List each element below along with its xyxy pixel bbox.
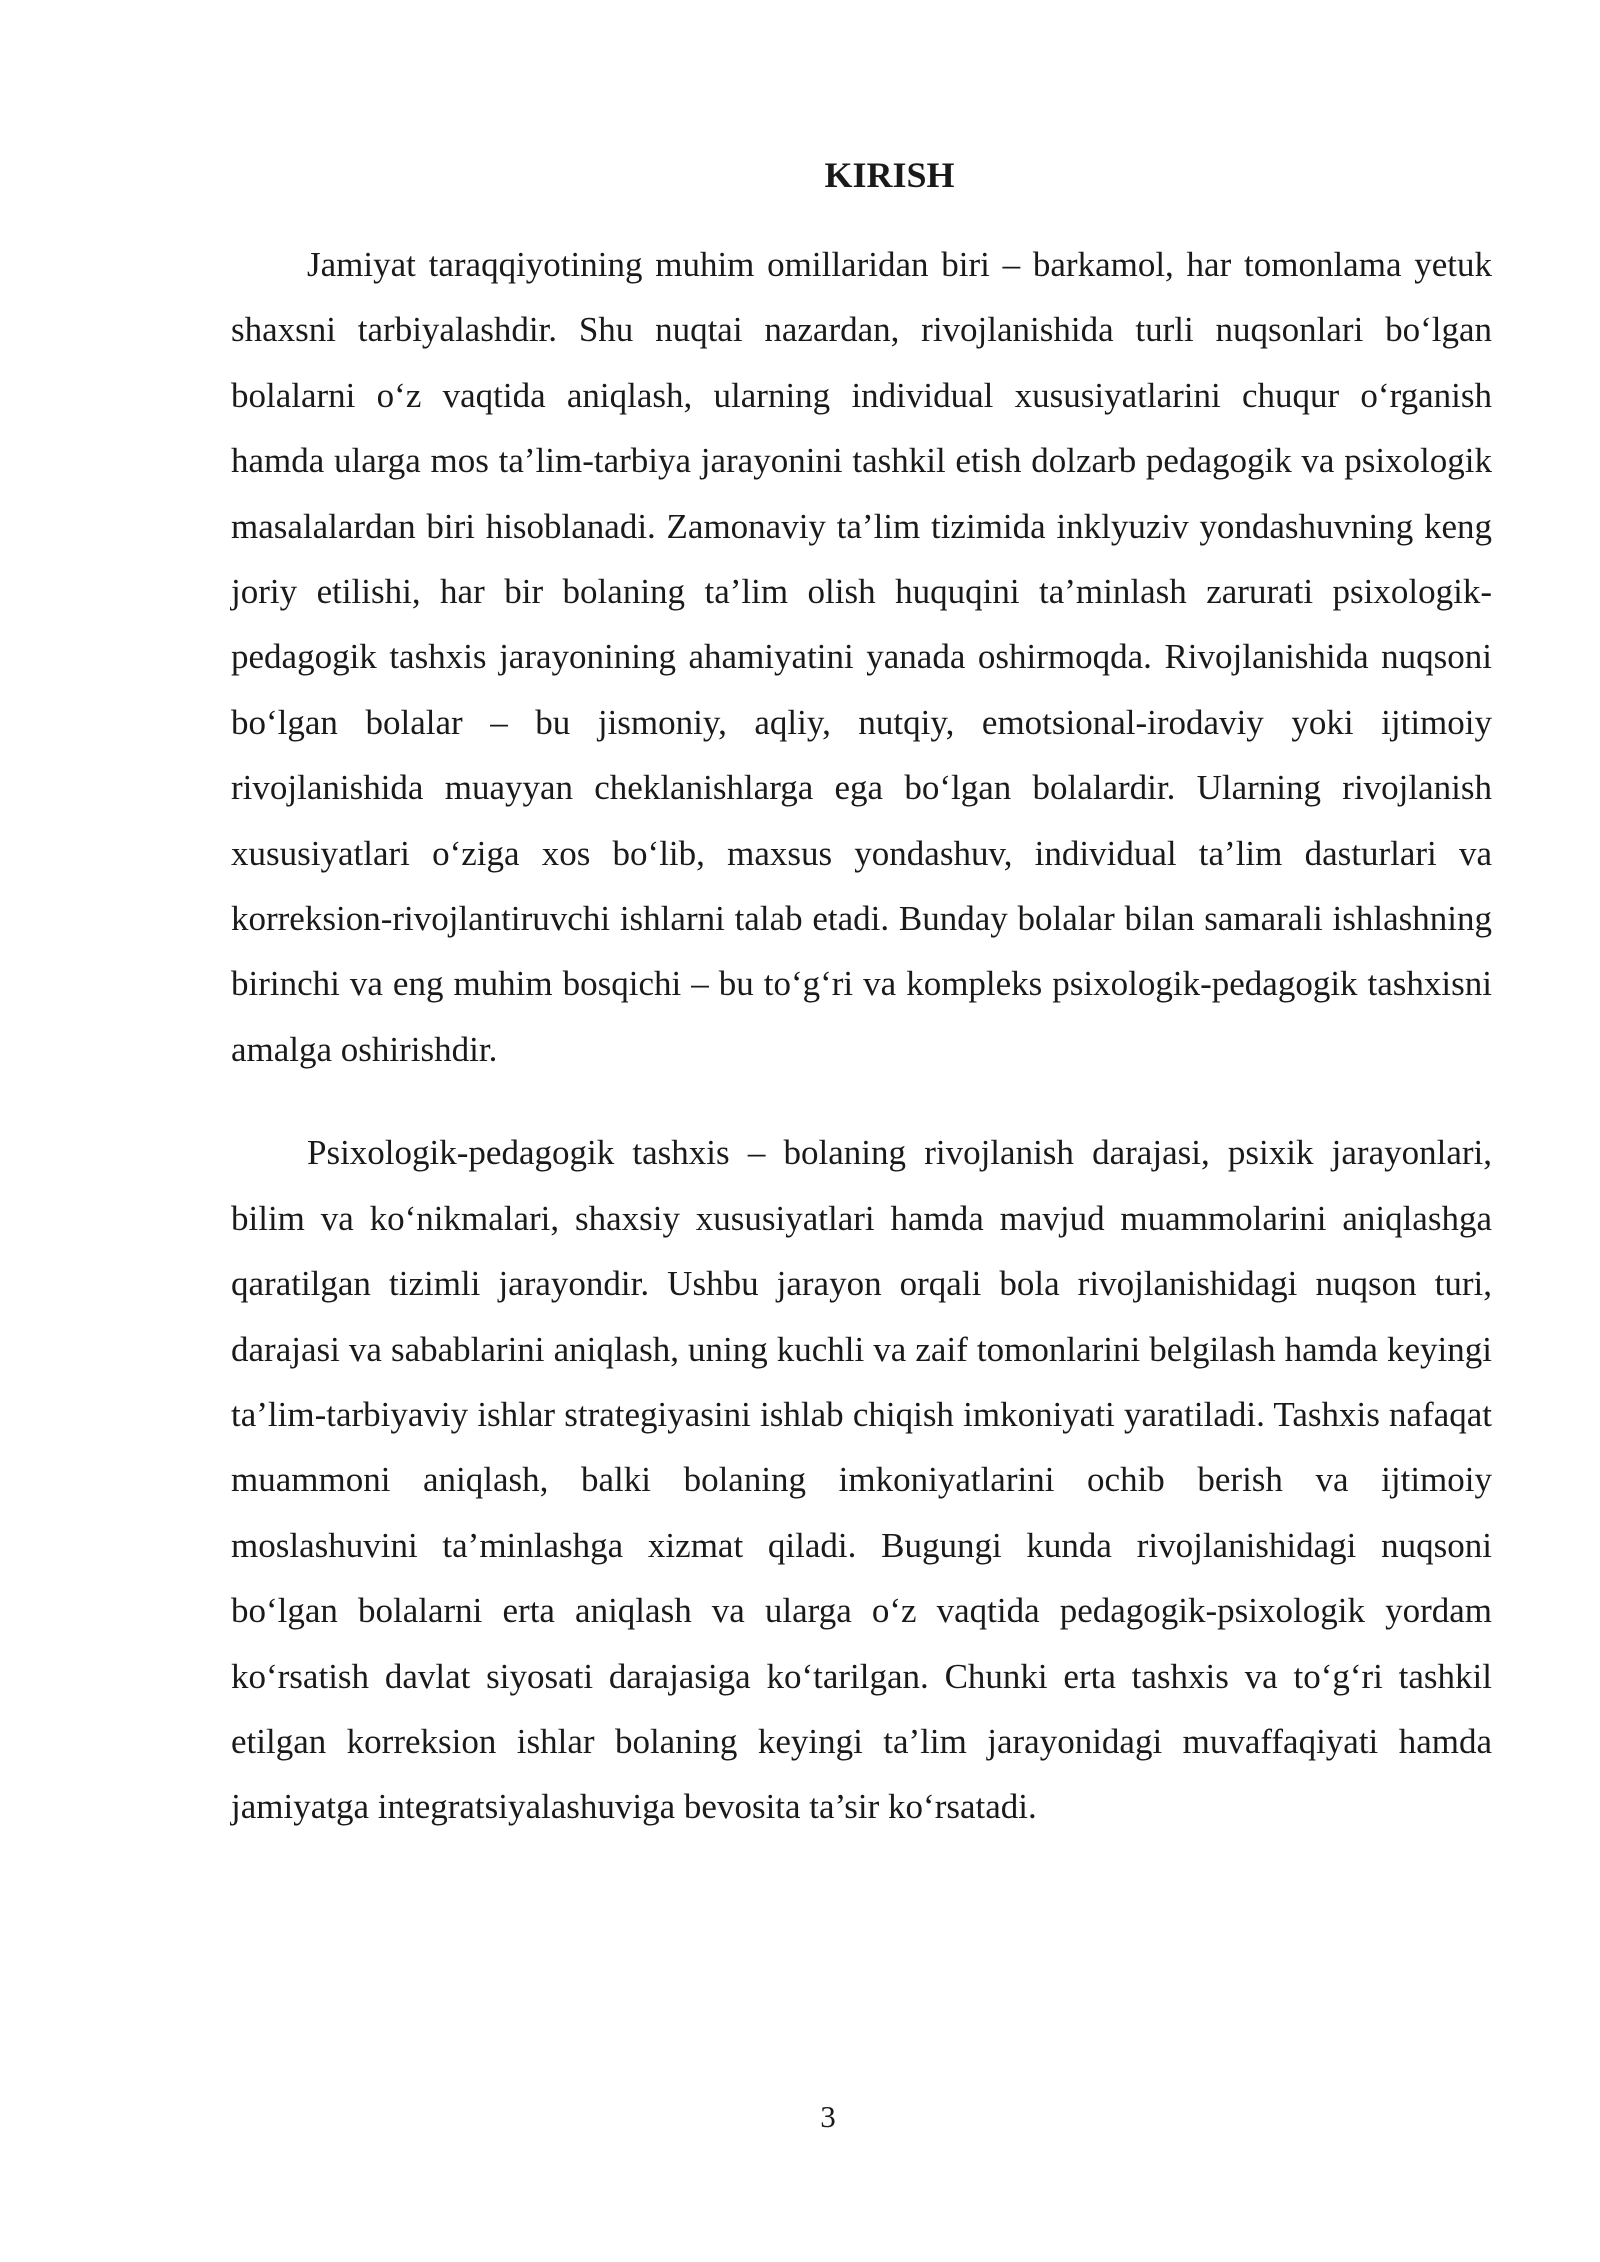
paragraph-2: Psixologik-pedagogik tashxis – bolaning rivojlanish darajasi, psixik jarayonlari, bilim va ko‘nikmalari, shaxsiy xususiyatlari hamda mavjud muammolarini aniqlashga qaratilgan tizimli jarayondir. Ushbu jarayon orqali bola rivojlanishidagi nuqson turi, darajasi va sabablarini aniqlash, uning kuchli va zaif tomonlarini belgilash hamda keyingi ta’lim-tarbiyaviy ishlar strategiyasini ishlab chiqish imkoniyati yaratiladi. Tashxis nafaqat muammoni aniqlash, balki bolaning imkoniyatlarini ochib berish va ijtimoiy moslashuvini ta’minlashga xizmat qiladi. Bugungi kunda rivojlanishidagi nuqsoni bo‘lgan bolalarni erta aniqlash va ularga o‘z vaqtida pedagogik-psixologik yordam ko‘rsatish davlat siyosati darajasiga ko‘tarilgan. Chunki erta tashxis va to‘g‘ri tashkil etilgan korreksion ishlar bolaning keyingi ta’lim jarayonidagi muvaffaqiyati hamda jamiyatga integratsiyalashuviga bevosita ta’sir ko‘rsatadi.	[231, 1133, 1492, 1827]
page-content	[231, 150, 1492, 1840]
page-number: 3	[820, 2099, 836, 2134]
page-title: KIRISH	[824, 155, 955, 195]
paragraph-1: Jamiyat taraqqiyotining muhim omillaridan biri – barkamol, har tomonlama yetuk shaxsni tarbiyalashdir. Shu nuqtai nazardan, rivojlanishida turli nuqsonlari bo‘lgan bolalarni o‘z vaqtida aniqlash, ularning individual xususiyatlarini chuqur o‘rganish hamda ularga mos ta’lim-tarbiya jarayonini tashkil etish dolzarb pedagogik va psixologik masalalardan biri hisoblanadi. Zamonaviy ta’lim tizimida inklyuziv yondashuvning keng joriy etilishi, har bir bolaning ta’lim olish huquqini ta’minlash zarurati psixologik-pedagogik tashxis jarayonining ahamiyatini yanada oshirmoqda. Rivojlanishida nuqsoni bo‘lgan bolalar – bu jismoniy, aqliy, nutqiy, emotsional-irodaviy yoki ijtimoiy rivojlanishida muayyan cheklanishlarga ega bo‘lgan bolalardir. Ularning rivojlanish xususiyatlari o‘ziga xos bo‘lib, maxsus yondashuv, individual ta’lim dasturlari va korreksion-rivojlantiruvchi ishlarni talab etadi. Bunday bolalar bilan samarali ishlashning birinchi va eng muhim bosqichi – bu to‘g‘ri va kompleks psixologik-pedagogik tashxisni amalga oshirishdir.	[231, 245, 1492, 1069]
